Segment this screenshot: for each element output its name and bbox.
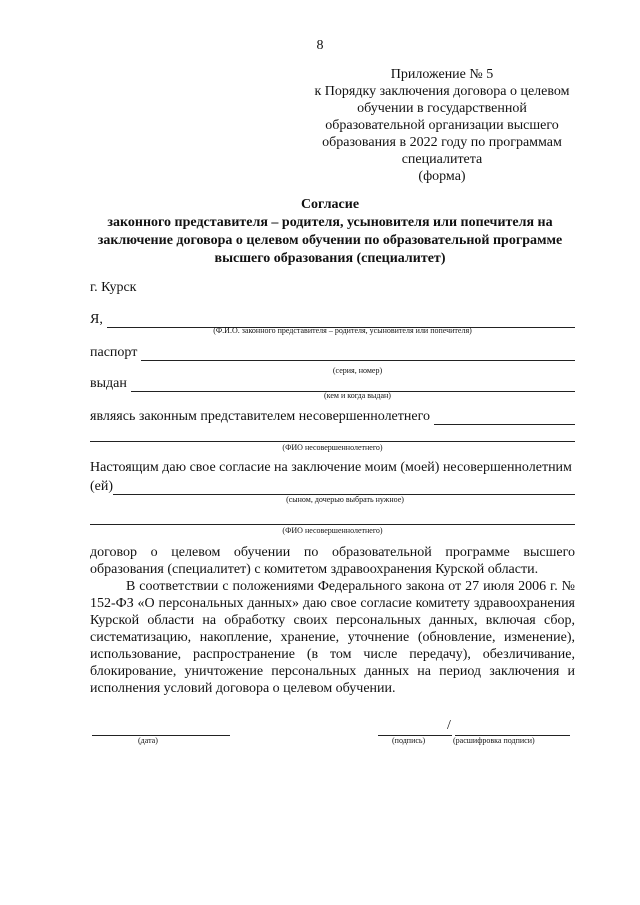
- appendix-line: обучении в государственной: [357, 101, 527, 116]
- signature-slash: /: [447, 718, 451, 733]
- ei-label: (ей): [90, 479, 114, 494]
- consent-text: Настоящим даю свое согласие на заключение моим (моей) несовершеннолетним: [90, 460, 572, 475]
- law-paragraph: В соответствии с положениями Федерального закона от 27 июля 2006 г. № 152-ФЗ «О персональных данных» даю свое согласие комитету здравоохранения Курской области на обработку своих персональных данных, включая сбор, систематизацию, накопление, хранение, уточнение (обновление, изменение), использование, распространение (в том числе передачу), обезличивание, блокирование, уничтожение персональных данных на период заключения и исполнения условий договора о целевом обучении.: [90, 579, 575, 696]
- page-number: 8: [316, 38, 324, 53]
- minor-name-field-start[interactable]: [434, 411, 575, 425]
- date-caption: (дата): [138, 736, 158, 745]
- ya-label: Я,: [90, 312, 103, 327]
- appendix-line: Приложение № 5: [390, 67, 494, 82]
- representative-of-row: [90, 407, 575, 425]
- minor-name-caption: (ФИО несовершеннолетнего): [282, 443, 383, 452]
- passport-row: [90, 343, 575, 361]
- appendix-line: образования в 2022 году по программам: [322, 135, 562, 150]
- signature-caption: (подпись): [392, 736, 426, 745]
- issued-field[interactable]: [131, 378, 575, 392]
- appendix-line: специалитета: [401, 152, 483, 167]
- date-line[interactable]: [92, 735, 230, 736]
- title-line: законного представителя – родителя, усыновителя или попечителя на: [107, 215, 553, 230]
- minor-name-caption-2: (ФИО несовершеннолетнего): [282, 526, 383, 535]
- passport-label: паспорт: [90, 345, 138, 360]
- title-line: заключение договора о целевом обучении по образовательной программе: [97, 233, 563, 248]
- son-daughter-row: [90, 477, 575, 495]
- representative-of-label: являясь законным представителем несовершеннолетнего: [90, 409, 430, 424]
- passport-field[interactable]: [141, 347, 575, 361]
- passport-caption: (серия, номер): [332, 366, 383, 375]
- document-title: [70, 196, 590, 268]
- appendix-line: образовательной организации высшего: [325, 118, 559, 133]
- title-line: высшего образования (специалитет): [214, 251, 446, 266]
- son-daughter-caption: (сыном, дочерью выбрать нужное): [286, 495, 404, 504]
- issued-caption: (кем и когда выдан): [324, 391, 391, 400]
- decode-caption: (расшифровка подписи): [453, 736, 535, 745]
- issued-row: [90, 374, 575, 392]
- appendix-line: (форма): [418, 169, 466, 184]
- son-daughter-field[interactable]: [113, 481, 575, 495]
- minor-name-line-2[interactable]: [90, 524, 575, 525]
- title-line: Согласие: [300, 197, 360, 212]
- contract-paragraph: договор о целевом обучении по образовательной программе высшего образования (специалитет) с комитетом здравоохранения Курской области.: [90, 545, 575, 577]
- appendix-header: [292, 66, 592, 185]
- minor-name-line[interactable]: [90, 441, 575, 442]
- city: г. Курск: [90, 280, 137, 295]
- issued-label: выдан: [90, 376, 127, 391]
- appendix-line: к Порядку заключения договора о целевом: [314, 84, 570, 99]
- representative-name-caption: (Ф.И.О. законного представителя – родителя, усыновителя или попечителя): [213, 326, 472, 335]
